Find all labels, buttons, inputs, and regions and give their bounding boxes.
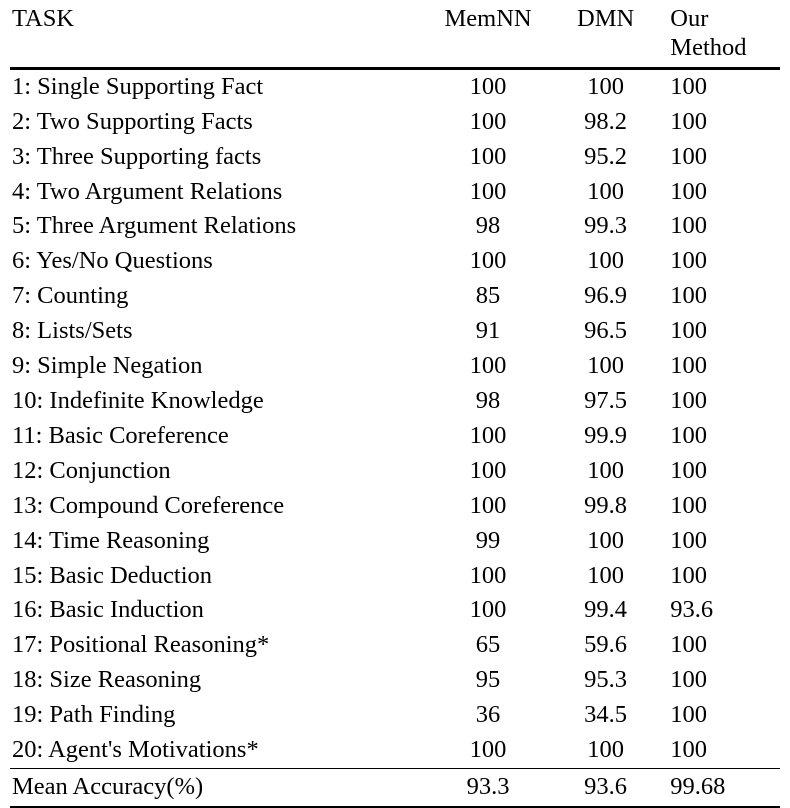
cell-task: 9: Simple Negation: [12, 352, 203, 380]
cell-our-method: 100: [670, 526, 708, 554]
table-row: [10, 733, 780, 768]
cell-task: 8: Lists/Sets: [12, 317, 133, 345]
cell-task: 2: Two Supporting Facts: [12, 107, 253, 135]
cell-dmn: 100: [587, 526, 624, 554]
cell-task: 3: Three Supporting facts: [12, 142, 262, 170]
cell-our-method: 100: [670, 212, 708, 240]
column-header-memnn: MemNN: [444, 5, 532, 32]
cell-our-method: 100: [670, 386, 708, 414]
cell-dmn: 100: [587, 247, 624, 275]
cell-our-method: 100: [670, 142, 708, 170]
cell-summary-dmn: 93.6: [584, 772, 628, 800]
cell-summary-memnn: 93.3: [466, 772, 510, 800]
table-row: [10, 524, 780, 559]
cell-memnn: 100: [469, 247, 507, 275]
cell-memnn: 100: [469, 491, 507, 519]
cell-task: 12: Conjunction: [12, 456, 171, 484]
cell-summary-our-method: 99.68: [670, 772, 726, 800]
cell-dmn: 98.2: [584, 107, 628, 135]
table-row: [10, 698, 780, 733]
cell-our-method: 100: [670, 561, 708, 589]
table-row: [10, 175, 780, 210]
cell-our-method: 100: [670, 317, 708, 345]
cell-dmn: 99.4: [584, 596, 628, 624]
table-row: [10, 70, 780, 105]
column-header-dmn: DMN: [577, 5, 635, 32]
cell-our-method: 100: [670, 631, 708, 659]
cell-our-method: 100: [670, 177, 708, 205]
table-row: [10, 489, 780, 524]
table-row: [10, 419, 780, 454]
cell-dmn: 96.5: [584, 317, 628, 345]
cell-dmn: 95.3: [584, 666, 628, 694]
cell-our-method: 100: [670, 352, 708, 380]
cell-task: 13: Compound Coreference: [12, 491, 285, 519]
cell-dmn: 97.5: [584, 386, 628, 414]
cell-dmn: 100: [587, 736, 624, 764]
table-body: [10, 70, 780, 769]
cell-our-method: 100: [670, 456, 708, 484]
cell-memnn: 100: [469, 456, 507, 484]
cell-our-method: 100: [670, 107, 708, 135]
results-table: [10, 0, 780, 808]
cell-our-method: 93.6: [670, 596, 714, 624]
cell-memnn: 98: [475, 386, 501, 414]
cell-our-method: 100: [670, 421, 708, 449]
cell-task: 18: Size Reasoning: [12, 666, 202, 694]
cell-dmn: 100: [587, 72, 624, 100]
cell-task: 7: Counting: [12, 282, 129, 310]
cell-dmn: 34.5: [584, 701, 628, 729]
table-row: [10, 140, 780, 175]
table-header-row: [10, 0, 780, 68]
cell-task: 16: Basic Induction: [12, 596, 204, 624]
cell-memnn: 99: [475, 526, 501, 554]
table-row: [10, 559, 780, 594]
cell-task: 6: Yes/No Questions: [12, 247, 213, 275]
table-row: [10, 349, 780, 384]
cell-task: 19: Path Finding: [12, 701, 176, 729]
table-row-summary: [10, 769, 780, 807]
cell-dmn: 59.6: [584, 631, 628, 659]
cell-memnn: 100: [469, 107, 507, 135]
table-row: [10, 384, 780, 419]
cell-memnn: 91: [475, 317, 501, 345]
cell-dmn: 100: [587, 456, 624, 484]
table-row: [10, 279, 780, 314]
cell-memnn: 98: [475, 212, 501, 240]
table-row: [10, 314, 780, 349]
table-row: [10, 244, 780, 279]
cell-task: 4: Two Argument Relations: [12, 177, 283, 205]
table-row: [10, 209, 780, 244]
cell-memnn: 65: [475, 631, 501, 659]
cell-task: 1: Single Supporting Fact: [12, 72, 264, 100]
cell-memnn: 100: [469, 352, 507, 380]
cell-memnn: 36: [475, 701, 501, 729]
table-row: [10, 628, 780, 663]
table-row: [10, 593, 780, 628]
cell-dmn: 99.3: [584, 212, 628, 240]
cell-our-method: 100: [670, 491, 708, 519]
cell-task: 14: Time Reasoning: [12, 526, 210, 554]
cell-task: 10: Indefinite Knowledge: [12, 386, 264, 414]
cell-our-method: 100: [670, 701, 708, 729]
cell-dmn: 99.9: [584, 421, 628, 449]
cell-memnn: 100: [469, 421, 507, 449]
cell-dmn: 100: [587, 177, 624, 205]
cell-task: 11: Basic Coreference: [12, 421, 229, 449]
table-summary: [10, 769, 780, 807]
table-row: [10, 454, 780, 489]
cell-memnn: 100: [469, 72, 507, 100]
cell-summary-label: Mean Accuracy(%): [12, 772, 204, 800]
cell-memnn: 100: [469, 142, 507, 170]
cell-our-method: 100: [670, 666, 708, 694]
cell-our-method: 100: [670, 282, 708, 310]
cell-task: 15: Basic Deduction: [12, 561, 213, 589]
column-header-task: TASK: [12, 5, 75, 32]
table-row: [10, 663, 780, 698]
cell-dmn: 100: [587, 561, 624, 589]
cell-our-method: 100: [670, 247, 708, 275]
cell-dmn: 96.9: [584, 282, 628, 310]
cell-memnn: 85: [475, 282, 501, 310]
cell-memnn: 100: [469, 596, 507, 624]
cell-our-method: 100: [670, 736, 708, 764]
cell-dmn: 99.8: [584, 491, 628, 519]
cell-dmn: 100: [587, 352, 624, 380]
table-row: [10, 105, 780, 140]
cell-memnn: 95: [475, 666, 501, 694]
cell-dmn: 95.2: [584, 142, 628, 170]
column-header-our-method-line2: Method: [670, 33, 747, 61]
table-header-row-group: [10, 0, 780, 68]
column-header-our-method: [664, 0, 780, 68]
cell-our-method: 100: [670, 72, 708, 100]
cell-memnn: 100: [469, 736, 507, 764]
column-header-our-method-line1: Our: [670, 5, 709, 32]
cell-memnn: 100: [469, 177, 507, 205]
cell-task: 17: Positional Reasoning*: [12, 631, 270, 659]
cell-task: 5: Three Argument Relations: [12, 212, 297, 240]
cell-memnn: 100: [469, 561, 507, 589]
cell-task: 20: Agent's Motivations*: [12, 736, 259, 764]
